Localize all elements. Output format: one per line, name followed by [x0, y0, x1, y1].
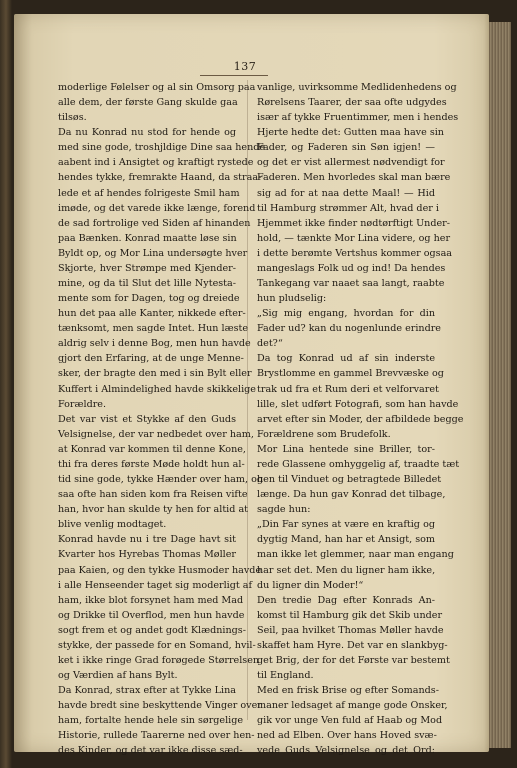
page-number: 137 [233, 60, 257, 73]
text-line: Forældrene som Brudefolk. [257, 428, 391, 440]
text-line: med sine gode, troshjldige Dine saa hende [58, 142, 266, 154]
text-line: han, hvor han skulde ty hen for altid at [58, 504, 249, 516]
text-line: Historie, rullede Taarerne ned over hen- [58, 730, 255, 742]
text-line: arvet efter sin Moder, der afbildede begge [257, 413, 464, 425]
column-divider [247, 80, 248, 720]
text-line: Da Konrad, strax efter at Tykke Lina [58, 685, 236, 697]
text-line: skaffet ham Hyre. Det var en slankbyg- [257, 639, 448, 651]
text-line: tænksomt, men sagde Intet. Hun læste [58, 323, 249, 335]
text-line: trak ud fra et Rum deri et velforvaret [257, 383, 439, 395]
text-line: moderlige Følelser og al sin Omsorg paa [58, 82, 256, 93]
text-line: aldrig selv i denne Bog, men hun havde [58, 338, 251, 350]
text-line: Med en frisk Brise og efter Somands- [257, 685, 439, 697]
text-line: Seil, paa hvilket Thomas Møller havde [257, 624, 444, 636]
text-line: „Sig mig engang, hvordan for din [257, 308, 435, 320]
text-line: Det var vist et Stykke af den Guds [58, 413, 236, 425]
text-line: hen til Vinduet og betragtede Billedet [257, 474, 442, 486]
text-line: paa Kaien, og den tykke Husmoder havde [58, 564, 262, 576]
text-line: alle dem, der første Gang skulde gaa [58, 97, 238, 109]
text-line: ket i ikke ringe Grad forøgede Størrelsen [58, 654, 260, 666]
text-line: det?“ [257, 338, 283, 350]
text-line: og Værdien af hans Bylt. [58, 670, 178, 682]
text-line: at Konrad var kommen til denne Kone, [58, 443, 246, 455]
text-line: og Drikke til Overflod, men hun havde [58, 609, 245, 621]
text-line: des Kinder, og det var ikke disse sæd- [58, 745, 243, 757]
text-line: Skjorte, hver Strømpe med Kjender- [58, 262, 236, 274]
right-column [257, 80, 464, 757]
text-line: ham, fortalte hende hele sin sørgelige [58, 715, 244, 727]
text-line: Forældre. [58, 398, 107, 410]
text-line: mine, og da til Slut det lille Nytesta- [58, 278, 236, 290]
text-line: tilsøs. [58, 112, 87, 124]
text-line: mente som for Dagen, tog og dreiede [58, 293, 240, 305]
text-line: saa ofte han siden kom fra Reisen vifte [58, 489, 248, 501]
text-line: Fader, og Faderen sin Søn igjen! — [257, 142, 435, 154]
text-line: sogt frem et og andet godt Klædnings- [58, 624, 246, 636]
text-line: Kvarter hos Hyrebas Thomas Møller [58, 549, 236, 561]
text-line: især af tykke Fruentimmer, men i hendes [257, 112, 459, 124]
text-line: Den tredie Dag efter Konrads An- [257, 594, 435, 606]
text-line: blive venlig modtaget. [58, 519, 167, 531]
text-line: hun pludselig: [257, 293, 327, 305]
text-line: Fader ud? kan du nogenlunde erindre [257, 323, 441, 335]
text-line: lille, slet udført Fotografi, som han havde [257, 398, 459, 410]
text-line: hun det paa alle Kanter, nikkede efter- [58, 308, 246, 320]
text-line: sagde hun: [257, 504, 311, 516]
text-line: Rørelsens Taarer, der saa ofte udgydes [257, 97, 447, 109]
text-line: maner ledsaget af mange gode Onsker, [257, 700, 448, 712]
text-line: Da tog Konrad ud af sin inderste [257, 353, 435, 365]
text-line: komst til Hamburg gik det Skib under [257, 609, 443, 621]
text-line: Hjemmet ikke finder nødtørftigt Under- [257, 217, 450, 229]
text-line: du ligner din Moder!“ [257, 579, 364, 591]
text-line: sker, der bragte den med i sin Bylt eller [58, 368, 252, 380]
text-line: dygtig Mand, han har et Ansigt, som [257, 534, 436, 546]
text-line: i dette berømte Vertshus kommer ogsaa [257, 247, 453, 259]
text-line: Byldt op, og Mor Lina undersøgte hver [58, 247, 248, 259]
text-line: havde bredt sine beskyttende Vinger over [58, 700, 262, 712]
text-line: tid sine gode, tykke Hænder over ham, og [58, 474, 264, 486]
text-line: hendes tykke, fremrakte Haand, da straa- [58, 172, 262, 184]
header-rule [200, 75, 268, 76]
text-line: har set det. Men du ligner ham ikke, [257, 564, 436, 576]
text-line: gjort den Erfaring, at de unge Menne- [58, 353, 244, 365]
text-line: paa Bænken. Konrad maatte løse sin [58, 232, 237, 244]
text-line: „Din Far synes at være en kraftig og [257, 519, 435, 531]
text-line: gik vor unge Ven fuld af Haab og Mod [257, 715, 443, 727]
text-line: lede et af hendes folrigeste Smil ham [58, 187, 240, 199]
text-line: Konrad havde nu i tre Dage havt sit [58, 534, 236, 546]
text-line: sig ad for at naa dette Maal! — Hid [257, 187, 435, 199]
text-line: og det er vist allermest nødvendigt for [257, 157, 445, 169]
text-line: ham, ikke blot forsynet ham med Mad [58, 594, 244, 606]
text-line: hold, — tænkte Mor Lina videre, og her [257, 232, 451, 244]
text-line: i alle Henseender taget sig moderligt af [58, 579, 253, 591]
text-line: mangeslags Folk ud og ind! Da hendes [257, 262, 446, 274]
text-line: Hjerte hedte det: Gutten maa have sin [257, 127, 444, 139]
text-line: man ikke let glemmer, naar man engang [257, 549, 454, 561]
text-line: get Brig, der for det Første var bestemt [257, 654, 450, 666]
text-line: Brystlomme en gammel Brevvæske og [257, 368, 444, 380]
text-line: rede Glassene omhyggelig af, traadte tæt [257, 458, 460, 470]
text-line: ned ad Elben. Over hans Hoved svæ- [257, 730, 437, 742]
text-line: de sad fortrolige ved Siden af hinanden [58, 217, 251, 229]
text-line: længe. Da hun gav Konrad det tilbage, [257, 489, 446, 501]
text-line: stykke, der passede for en Somand, hvil- [58, 639, 256, 651]
text-line: Velsignelse, der var nedbedet over ham, [58, 428, 254, 440]
text-line: aabent ind i Ansigtet og kraftigt rystede [58, 157, 254, 169]
text-line: Kuffert i Almindelighed havde skikkelige [58, 383, 256, 395]
text-line: Da nu Konrad nu stod for hende og [58, 127, 236, 139]
text-line: til Hamburg strømmer Alt, hvad der i [257, 202, 439, 214]
text-line: vede Guds Velsignelse og det Ord: [257, 745, 435, 757]
text-line: vanlige, uvirksomme Medlidenhedens og [257, 82, 457, 93]
text-line: Mor Lina hentede sine Briller, tor- [257, 443, 435, 455]
text-line: til England. [257, 670, 314, 682]
text-line: thi fra deres første Møde holdt hun al- [58, 458, 245, 470]
text-line: Tankegang var naaet saa langt, raabte [257, 278, 445, 290]
text-line: Faderen. Men hvorledes skal man bære [257, 172, 451, 184]
left-column [58, 80, 266, 757]
text-line: imøde, og det varede ikke længe, forend [58, 202, 256, 214]
page-edges [486, 22, 511, 748]
